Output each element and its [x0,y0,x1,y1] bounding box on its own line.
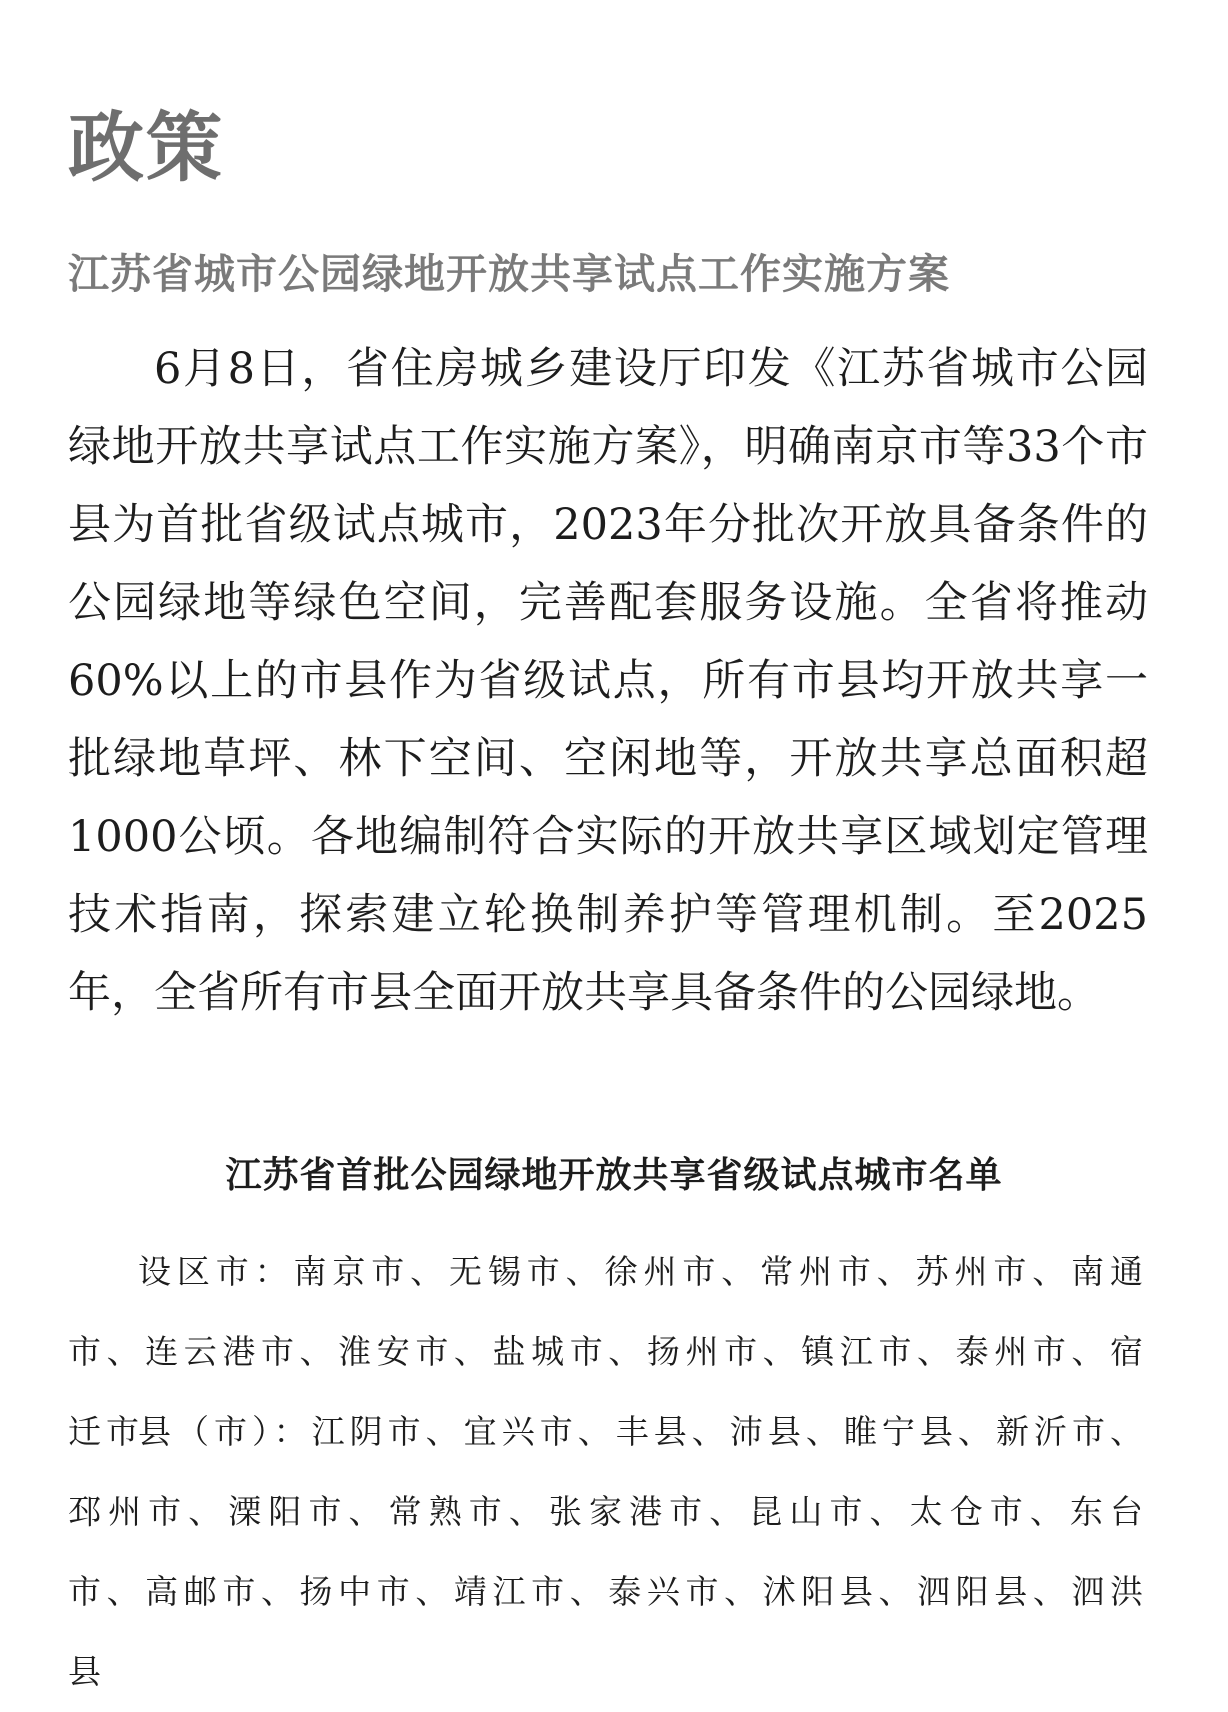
list-title: 江苏省首批公园绿地开放共享省级试点城市名单 [225,1155,1003,1196]
body-paragraph: 6月8日，省住房城乡建设厅印发《江苏省城市公园绿地开放共享试点工作实施方案》，明确南京市等33个市县为首批省级试点城市，2023年分批次开放具备条件的公园绿地等绿色空间，完善配套服务设施。全省将推动60%以上的市县作为省级试点，所有市县均开放共享一批绿地草坪、林下空间、空闲地等，开放共享总面积超1000公顷。各地编制符合实际的开放共享区域划定管理技术指南，探索建立轮换制养护等管理机制。至2025年，全省所有市县全面开放共享具备条件的公园绿地。 [68,344,1148,1018]
counties-list: 县（市）：江阴市、宜兴市、丰县、沛县、睢宁县、新沂市、邳州市、溧阳市、常熟市、张家港市、昆山市、太仓市、东台市、高邮市、扬中市、靖江市、泰兴市、沭阳县、泗阳县、泗洪县 [68,1412,1148,1691]
article-title: 江苏省城市公园绿地开放共享试点工作实施方案 [68,250,950,298]
districts-list: 设区市：南京市、无锡市、徐州市、常州市、苏州市、南通市、连云港市、淮安市、盐城市、扬州市、镇江市、泰州市、宿迁市 [68,1252,1148,1451]
section-label: 政策 [68,103,224,192]
